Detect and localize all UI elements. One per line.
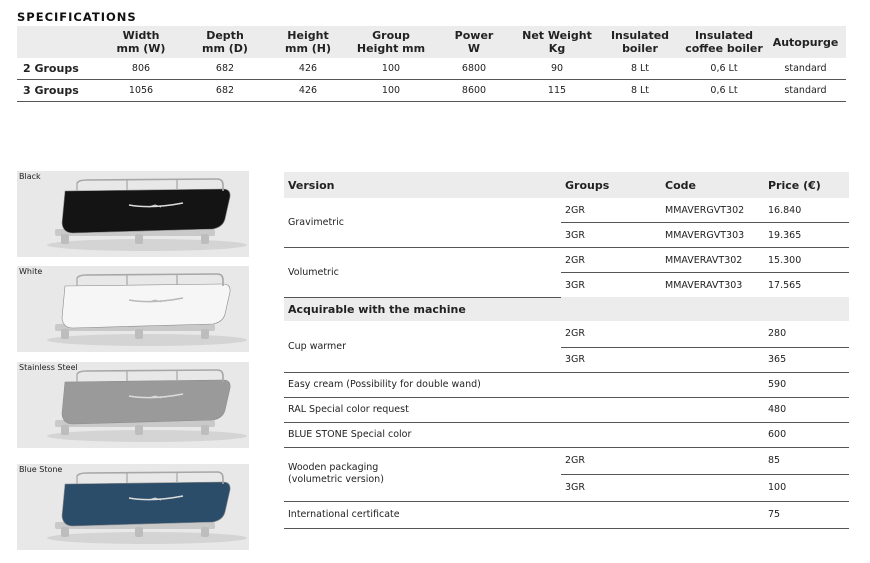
spec-header-autopurge: Autopurge [765,26,846,58]
specifications-title: SPECIFICATIONS [17,10,137,24]
espresso-machine-image [17,171,249,257]
price-cell: 19.365 [764,223,849,248]
groups-cell: 3GR [561,223,661,248]
option-international-certificate: International certificate [284,501,764,528]
photo-black [17,171,249,257]
pricing-row-easy-cream [284,372,849,397]
price-cell: 480 [764,397,849,422]
pricing-row-certificate [284,501,849,528]
specifications-table [17,26,846,102]
espresso-machine-image [17,362,249,448]
groups-cell: 2GR [561,198,661,223]
spec-row-3-groups [17,80,846,102]
spec-header-height: Height mm (H) [265,26,351,58]
pricing-header-version: Version [284,172,561,198]
version-gravimetric: Gravimetric [284,198,561,248]
acquirable-title: Acquirable with the machine [284,297,849,321]
version-volumetric: Volumetric [284,248,561,298]
price-cell: 365 [764,347,849,372]
spec-cell-insulated-coffee-boiler: 0,6 Lt [683,80,765,102]
price-cell: 16.840 [764,198,849,223]
spec-header-insulated-boiler: Insulated boiler [597,26,683,58]
photo-label: White [19,267,43,276]
spec-header-group-height: Group Height mm [351,26,431,58]
option-wooden-packaging: Wooden packaging (volumetric version) [284,447,561,501]
pricing-header-price: Price (€) [764,172,849,198]
spec-cell-height: 426 [265,58,351,80]
code-cell: MMAVERAVT303 [665,279,743,291]
spec-cell-autopurge: standard [765,58,846,80]
groups-cell: 2GR [561,447,661,474]
pricing-row-blue-stone [284,422,849,447]
spec-cell-insulated-boiler: 8 Lt [597,80,683,102]
groups-cell: 2GR [561,248,661,273]
spec-header-empty [17,26,97,58]
pricing-header-row [284,172,849,198]
pricing-row-cup-warmer-2gr [284,321,849,348]
spec-cell-insulated-boiler: 8 Lt [597,58,683,80]
spec-cell-insulated-coffee-boiler: 0,6 Lt [683,58,765,80]
pricing-row-wooden-2gr [284,447,849,474]
option-cup-warmer: Cup warmer [284,321,561,373]
price-cell: 15.300 [764,248,849,273]
pricing-table [284,172,849,529]
code-cell-empty [661,474,764,501]
spec-cell-height: 426 [265,80,351,102]
spec-cell-autopurge: standard [765,80,846,102]
pricing-row-gravimetric-2gr [284,198,849,223]
groups-cell: 2GR [561,321,661,348]
espresso-machine-image [17,464,249,550]
spec-cell-width: 806 [97,58,185,80]
spec-row-label: 3 Groups [17,80,97,102]
spec-cell-power: 8600 [431,80,517,102]
spec-header-net-weight: Net Weight Kg [517,26,597,58]
photo-white [17,266,249,352]
photo-blue-stone [17,464,249,550]
spec-header-insulated-coffee-boiler: Insulated coffee boiler [683,26,765,58]
price-cell: 600 [764,422,849,447]
photo-stainless-steel [17,362,249,448]
option-easy-cream: Easy cream (Possibility for double wand) [284,372,764,397]
spec-header-depth: Depth mm (D) [185,26,265,58]
pricing-header-code: Code [661,172,764,198]
code-cell-empty [661,321,764,348]
code-cell-empty [661,447,764,474]
spec-header-row [17,26,846,58]
photo-label: Blue Stone [19,465,63,474]
price-cell: 590 [764,372,849,397]
espresso-machine-image [17,266,249,352]
code-cell-empty [661,347,764,372]
price-cell: 280 [764,321,849,348]
code-cell: MMAVERGVT303 [661,223,764,248]
spec-cell-net-weight: 115 [517,80,597,102]
price-cell: 17.565 [768,279,802,291]
spec-header-width: Width mm (W) [97,26,185,58]
option-blue-stone: BLUE STONE Special color [284,422,764,447]
spec-row-2-groups [17,58,846,80]
spec-cell-group-height: 100 [351,80,431,102]
spec-cell-depth: 682 [185,58,265,80]
groups-cell: 3GR [565,279,586,291]
spec-cell-power: 6800 [431,58,517,80]
groups-cell: 3GR [561,347,661,372]
spec-cell-net-weight: 90 [517,58,597,80]
spec-row-label: 2 Groups [17,58,97,80]
option-ral-color: RAL Special color request [284,397,764,422]
price-cell: 75 [764,501,849,528]
pricing-row-volumetric-2gr [284,248,849,273]
pricing-row-ral [284,397,849,422]
photo-label: Black [19,172,41,181]
code-cell: MMAVERAVT302 [661,248,764,273]
photo-label: Stainless Steel [19,363,78,372]
acquirable-header-row [284,297,849,321]
price-cell: 100 [764,474,849,501]
price-cell: 85 [764,447,849,474]
spec-cell-width: 1056 [97,80,185,102]
code-cell: MMAVERGVT302 [661,198,764,223]
spec-header-power: Power W [431,26,517,58]
spec-cell-depth: 682 [185,80,265,102]
pricing-header-groups: Groups [561,172,661,198]
groups-cell: 3GR [561,474,661,501]
spec-cell-group-height: 100 [351,58,431,80]
